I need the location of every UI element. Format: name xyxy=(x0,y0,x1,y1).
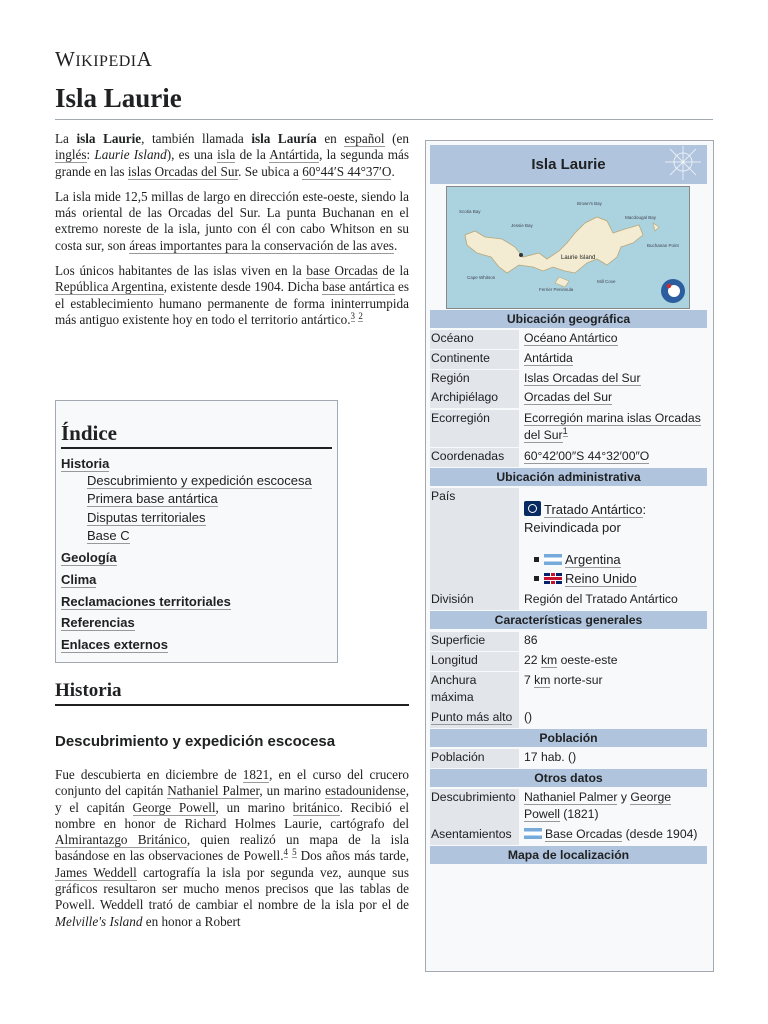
island-map-image xyxy=(447,187,689,308)
wikipedia-wordmark[interactable] xyxy=(55,47,152,72)
text: : xyxy=(86,147,95,163)
text: cartografía la isla por segunda vez, aunque sus gráficos resultaron ser mucho menos precisos que las tablas de Powell. Weddell trató de cambiar el nombre de la isla por el de xyxy=(55,864,409,913)
svg-text:Scotia Bay: Scotia Bay xyxy=(459,209,481,214)
row-label-division: División xyxy=(430,591,519,610)
text: de la xyxy=(377,263,410,279)
row-label-continente: Continente xyxy=(430,350,519,369)
toc-item-referencias[interactable]: Referencias xyxy=(61,615,135,630)
link-km[interactable]: km xyxy=(540,653,558,667)
title-divider xyxy=(55,119,713,120)
subsection-heading-descubrimiento: Descubrimiento y expedición escocesa xyxy=(55,733,336,750)
text: y xyxy=(617,790,631,804)
text: . xyxy=(391,163,395,179)
reference-5[interactable]: 5 xyxy=(292,847,297,858)
row-label-asentamientos: Asentamientos xyxy=(430,826,519,845)
row-label-anchura: Anchura máxima xyxy=(430,672,519,709)
argentina-flag-icon xyxy=(524,828,542,839)
text: 7 xyxy=(524,673,531,687)
toc-item-reclamaciones[interactable]: Reclamaciones territoriales xyxy=(61,594,231,609)
text: , y el capitán xyxy=(55,783,410,815)
row-label-descubrimiento: Descubrimiento xyxy=(430,789,519,826)
argentina-flag-icon xyxy=(544,554,562,565)
bold-term: isla Lauría xyxy=(251,131,317,146)
infobox xyxy=(425,140,714,972)
row-value-division: Región del Tratado Antártico xyxy=(524,592,678,606)
toc-item-geologia[interactable]: Geología xyxy=(61,550,117,565)
section-divider xyxy=(55,704,409,706)
bullet-icon xyxy=(534,557,539,562)
toc-item-base-c[interactable]: Base C xyxy=(87,528,130,543)
link-tratado-antartico[interactable]: Tratado Antártico xyxy=(544,502,643,517)
row-value-oceano xyxy=(524,330,710,347)
text: , un marino xyxy=(259,783,326,799)
section-heading-historia: Historia xyxy=(55,680,122,701)
link-antartida-infobox[interactable]: Antártida xyxy=(524,351,573,365)
row-label-archipielago: Archipiélago xyxy=(430,389,519,408)
link-base-orcadas-infobox[interactable]: Base Orcadas xyxy=(545,827,623,841)
link-antartida[interactable]: Antártida xyxy=(269,147,320,163)
infobox-title-text: Isla Laurie xyxy=(531,156,606,173)
row-label-superficie: Superficie xyxy=(430,632,519,651)
link-james-weddell[interactable]: James Weddell xyxy=(55,864,137,880)
row-value-superficie: 86 xyxy=(524,633,538,647)
link-espanol[interactable]: español xyxy=(344,131,385,146)
row-value-archipielago xyxy=(524,389,710,406)
svg-text:Mill Cove: Mill Cove xyxy=(597,279,616,284)
wordmark-w: W xyxy=(55,47,76,71)
reference-4[interactable]: 4 xyxy=(283,847,289,858)
intro-paragraph-2 xyxy=(55,189,409,254)
toc-item-disputas[interactable]: Disputas territoriales xyxy=(87,510,206,525)
row-value-anchura xyxy=(524,672,710,689)
toc-item-enlaces[interactable]: Enlaces externos xyxy=(61,637,168,652)
section-header-caracteristicas: Características generales xyxy=(430,611,707,629)
link-almirantazgo[interactable]: Almirantazgo Británico xyxy=(55,832,187,848)
toc-item-clima[interactable]: Clima xyxy=(61,572,97,587)
claimant-argentina xyxy=(524,551,621,568)
bullet-icon xyxy=(534,576,539,581)
reference-3[interactable]: 3 xyxy=(350,310,356,321)
svg-text:Cape Whitson: Cape Whitson xyxy=(467,275,496,280)
row-value-poblacion: 17 hab. () xyxy=(524,750,577,764)
row-label-oceano: Océano xyxy=(430,330,519,349)
svg-text:Buchanan Point: Buchanan Point xyxy=(647,243,679,248)
row-value-region xyxy=(524,370,710,387)
claimant-reino-unido xyxy=(524,570,637,587)
section-header-otros-datos: Otros datos xyxy=(430,769,707,787)
toc-item-primera-base[interactable]: Primera base antártica xyxy=(87,491,218,506)
row-label-punto-mas-alto xyxy=(430,709,519,728)
text: La isla mide 12,5 millas de largo en dirección este-oeste, siendo la más oriental de las Orcadas del Sur. La punta Buchanan en el extremo noreste de la isla, junto con él con cabo Whitson en su costa sur, son xyxy=(55,188,409,253)
text: (en xyxy=(384,131,409,146)
link-ecorregion[interactable]: Ecorregión marina islas Orcadas del Sur xyxy=(524,411,701,442)
text: . xyxy=(393,237,398,253)
link-george-powell-infobox[interactable]: George Powell xyxy=(524,790,672,821)
section-header-ubicacion-geografica: Ubicación geográfica xyxy=(430,310,707,328)
link-coordenadas[interactable]: 60°42′00″S 44°32′00″O xyxy=(524,449,650,463)
svg-text:Brown's Bay: Brown's Bay xyxy=(577,201,602,206)
antarctic-treaty-flag-icon xyxy=(524,501,541,516)
link-coordinates[interactable]: 60°44′S 44°37′O xyxy=(302,163,392,179)
svg-text:Macdougal Bay: Macdougal Bay xyxy=(625,215,657,220)
compass-rose-icon xyxy=(661,146,701,182)
link-base-antartica[interactable]: base antártica xyxy=(322,279,395,295)
section-header-ubicacion-administrativa: Ubicación administrativa xyxy=(430,468,707,486)
text: , también llamada xyxy=(141,131,252,146)
link-1821[interactable]: 1821 xyxy=(242,767,270,782)
row-label-pais: País xyxy=(430,488,519,591)
row-label-ecorregion: Ecorregión xyxy=(430,410,519,447)
text: en xyxy=(316,131,345,146)
table-of-contents xyxy=(55,400,338,663)
row-value-pais xyxy=(524,488,710,591)
bold-term: isla Laurie xyxy=(76,131,142,146)
link-republica-argentina[interactable]: República Argentina xyxy=(55,279,164,295)
row-value-asentamientos xyxy=(524,826,710,843)
intro-section xyxy=(55,131,409,337)
svg-text:Ferrier Peninsula: Ferrier Peninsula xyxy=(539,287,574,292)
link-punto-mas-alto[interactable]: Punto más alto xyxy=(431,710,513,724)
island-map[interactable] xyxy=(446,186,690,309)
row-label-poblacion: Población xyxy=(430,749,519,768)
text: , la segunda más grande en las xyxy=(55,147,409,179)
intro-paragraph-1 xyxy=(55,131,409,180)
link-george-powell[interactable]: George Powell xyxy=(132,799,216,815)
wordmark-smallcaps: IKIPEDI xyxy=(75,53,137,70)
text: , existente desde 1904. Dicha xyxy=(163,279,323,295)
toc-item-descubrimiento[interactable]: Descubrimiento y expedición escocesa xyxy=(87,473,312,488)
link-areas-importantes[interactable]: áreas importantes para la conservación de las aves xyxy=(129,237,394,253)
text: Dos años más tarde, xyxy=(296,848,409,864)
text: La xyxy=(55,131,77,146)
link-nathaniel-palmer-infobox[interactable]: Nathaniel Palmer xyxy=(524,790,618,804)
text: Fue descubierta en diciembre de xyxy=(55,767,243,782)
section-header-poblacion: Población xyxy=(430,729,707,747)
row-value-longitud xyxy=(524,652,710,669)
row-label-coordenadas: Coordenadas xyxy=(430,448,519,467)
row-value-coordenadas xyxy=(524,448,710,465)
text: , quien realizó un mapa de la isla basándose en las observaciones de Powell. xyxy=(55,832,409,864)
link-isla[interactable]: isla xyxy=(217,147,236,163)
text: , en el curso del crucero conjunto del capitán xyxy=(55,767,409,799)
link-km[interactable]: km xyxy=(534,673,551,687)
svg-text:Jessie Bay: Jessie Bay xyxy=(511,223,533,228)
text: de la xyxy=(235,147,270,163)
link-oceano-antartico[interactable]: Océano Antártico xyxy=(524,331,618,345)
link-britanico[interactable]: británico xyxy=(292,799,340,815)
link-ingles[interactable]: inglés xyxy=(55,147,87,163)
text: (1821) xyxy=(559,807,599,821)
text: en honor a Robert xyxy=(142,913,241,929)
text: . Se ubica a xyxy=(238,163,303,179)
link-nathaniel-palmer[interactable]: Nathaniel Palmer xyxy=(167,783,260,799)
row-value-descubrimiento xyxy=(524,789,710,823)
row-label-region: Región xyxy=(430,370,519,389)
island-map-label: Laurie Island xyxy=(561,255,596,261)
toc-divider xyxy=(61,447,332,449)
page-title: Isla Laurie xyxy=(55,83,182,113)
uk-flag-icon xyxy=(544,573,562,584)
text: es el establecimiento humano permanente de forma ininterrumpida más antiguo existente hoy en todo el territorio antártico. xyxy=(55,279,409,327)
italic-term: Laurie Island xyxy=(94,147,167,163)
text: oeste-este xyxy=(557,653,618,667)
text: Los únicos habitantes de las islas viven en la xyxy=(55,263,307,279)
history-paragraph xyxy=(55,767,409,930)
text: 22 xyxy=(524,653,538,667)
text: norte-sur xyxy=(550,673,603,687)
infobox-title xyxy=(430,145,707,184)
toc-item-historia[interactable]: Historia xyxy=(61,456,110,471)
row-label-longitud: Longitud xyxy=(430,652,519,671)
italic-term: Melville's Island xyxy=(55,913,143,929)
link-reino-unido[interactable]: Reino Unido xyxy=(565,571,637,586)
tratado-line xyxy=(524,501,646,518)
reference-2[interactable]: 2 xyxy=(358,310,363,321)
text: , un marino xyxy=(215,799,293,815)
row-value-continente xyxy=(524,350,710,367)
link-argentina[interactable]: Argentina xyxy=(565,552,621,567)
text: ), es una xyxy=(166,147,218,163)
text: . Recibió el nombre en honor de Richard Holmes Laurie, cartógrafo del xyxy=(55,799,409,831)
link-base-orcadas[interactable]: base Orcadas xyxy=(306,263,378,279)
row-value-ecorregion xyxy=(524,410,710,444)
section-header-mapa-localizacion: Mapa de localización xyxy=(430,846,707,864)
text: : xyxy=(642,502,647,517)
intro-paragraph-3 xyxy=(55,263,409,328)
text: (desde 1904) xyxy=(622,827,698,841)
link-estadounidense[interactable]: estadounidense xyxy=(325,783,406,799)
link-orcadas-del-sur[interactable]: Orcadas del Sur xyxy=(524,390,613,404)
wordmark-a: A xyxy=(136,47,153,71)
link-islas-orcadas-infobox[interactable]: Islas Orcadas del Sur xyxy=(524,371,641,385)
reivindicada-text: Reivindicada por xyxy=(524,520,621,535)
link-islas-orcadas[interactable]: islas Orcadas del Sur xyxy=(127,163,239,179)
toc-title: Índice xyxy=(61,421,118,445)
reference-1[interactable]: 1 xyxy=(562,425,568,436)
row-value-punto-mas-alto: () xyxy=(524,710,533,724)
